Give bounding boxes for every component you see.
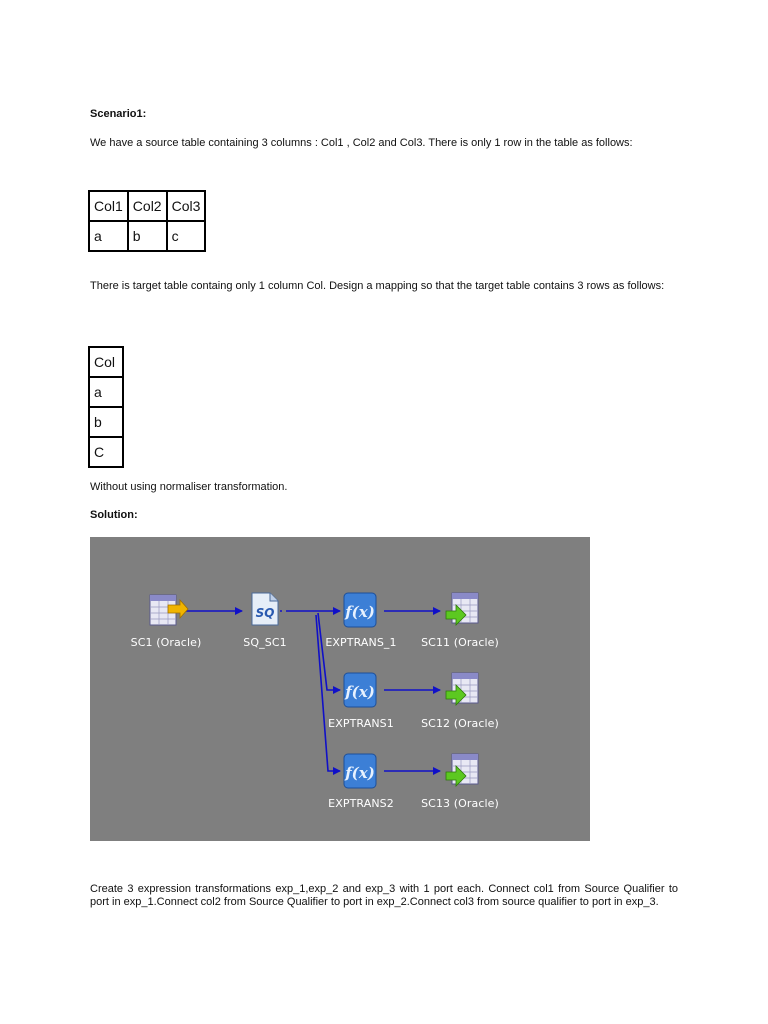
table-header-row [89,347,123,377]
qualifier-node-label: SQ_SC1 [243,636,287,649]
table-row [89,221,205,251]
constraint-text: Without using normaliser transformation. [90,481,288,493]
target-node-label: SC11 (Oracle) [421,636,499,649]
target-table-icon [446,593,478,625]
table-header-cell: Col [89,347,123,377]
table-cell: a [89,221,128,251]
target-node-label: SC12 (Oracle) [421,717,499,730]
table-cell: a [89,377,123,407]
table-header-cell: Col2 [128,191,167,221]
expression-node-label: EXPTRANS2 [328,797,394,810]
table-cell: C [89,437,123,467]
target-table-icon [446,754,478,786]
svg-text:f(x): f(x) [345,683,375,701]
scenario-heading: Scenario1: [90,108,147,120]
source-table-icon [150,595,188,625]
svg-text:SQ: SQ [255,606,275,620]
table-row [89,377,123,407]
source-table [88,190,206,252]
mapping-links [90,537,590,841]
table-header-cell: Col3 [167,191,206,221]
target-table-icon [446,673,478,705]
expression-node-label: EXPTRANS1 [328,717,394,730]
expression-node-label: EXPTRANS_1 [325,636,397,649]
table-cell: c [167,221,206,251]
intro-paragraph: We have a source table containing 3 columns : Col1 , Col2 and Col3. There is only 1 row in the table as follows: [90,137,633,149]
expression-icon [344,673,376,707]
svg-text:f(x): f(x) [345,764,375,782]
table-cell: b [89,407,123,437]
table-cell: b [128,221,167,251]
expression-icon [344,754,376,788]
target-table [88,346,124,468]
svg-text:f(x): f(x) [345,603,375,621]
mapping-diagram [90,537,590,841]
source-node-label: SC1 (Oracle) [130,636,202,649]
table-row [89,437,123,467]
table-header-row [89,191,205,221]
source-qualifier-icon [252,593,278,625]
table-row [89,407,123,437]
solution-heading: Solution: [90,509,138,521]
closing-paragraph: Create 3 expression transformations exp_1,exp_2 and exp_3 with 1 port each. Connect col1 from Source Qualifier to port in exp_1.Connect col2 from Source Qualifier to port in exp_2.Connect col3 from source qualifier to port in exp_3. [90,883,678,908]
target-node-label: SC13 (Oracle) [421,797,499,810]
target-paragraph: There is target table containg only 1 column Col. Design a mapping so that the target table contains 3 rows as follows: [90,280,665,292]
table-header-cell: Col1 [89,191,128,221]
expression-icon [344,593,376,627]
